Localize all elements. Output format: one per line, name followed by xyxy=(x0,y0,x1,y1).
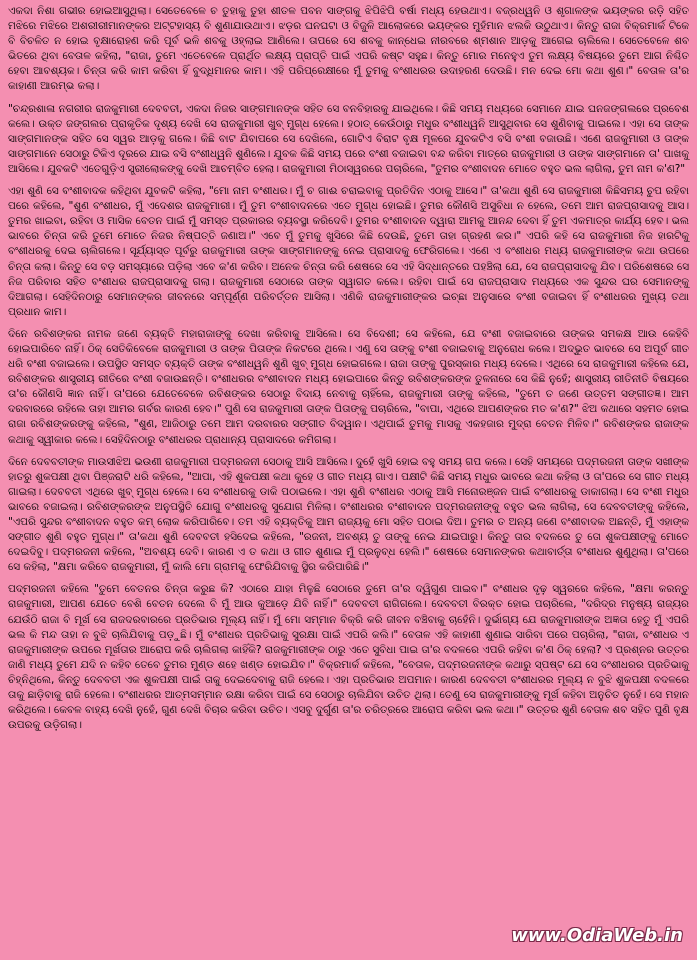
site-watermark: www.OdiaWeb.in xyxy=(511,925,683,946)
paragraph-5: ଦିନେ ଦେବବତୀଙ୍କ ମାଉସୀଝିଅ ଭଉଣୀ ରାଜକୁମାରୀ ପଦ୍ମରଜନୀ ସେଠାକୁ ଆସି ଆସିଲେ। ଦୁହେଁ ଖୁସି ହୋଇ ବହୁ ସମୟ ଗପ କଲେ। ସେହି ସମୟରେ ପଦ୍ମରଜନୀ ତାଙ୍କ ସଖୀଙ୍କ ହାତରୁ ଶୁକପକ୍ଷୀ ଥିବା ପିଞ୍ଜରାଟି ଧରି କହିଲେ, "ଆପା, ଏହି ଶୁକପକ୍ଷୀ କଥା କୁହେ ଓ ଗୀତ ମଧ୍ୟ ଗାଏ। ପକ୍ଷୀଟି କିଛି ସମୟ ମଧୁର ଭାବରେ କଥା କହିଲା ଓ ତା'ପରେ ସେ ଗୀତ ମଧ୍ୟ ଗାଇଲା। ଦେବବତୀ ଏଥିରେ ଖୁବ୍ ମୁଗ୍ଧ ହେଲେ। ସେ ବଂଶୀଧରକୁ ଡାକି ପଠାଇଲେ। ଏହା ଶୁଣି ବଂଶୀଧର ଏଠାକୁ ଆସି ମନୋରଞ୍ଜନ ପାଇଁ ବଂଶୀଧରକୁ ଡାକାଗଲା। ସେ ବଂଶୀ ମଧୁର ଭାବରେ ବଜାଇଲା। ରବିଶଙ୍କରଙ୍କ ଅନୁପସ୍ଥିତି ଯୋଗୁ ବଂଶୀଧରକୁ ସୁଯୋଗ ମିଳିଲା। ବଂଶୀଧରର ବଂଶୀବାଦନ ପଦ୍ମରଜନୀଙ୍କୁ ବହୁତ ଭଲ ଲାଗିଲା, ସେ ଦେବବତୀଙ୍କୁ କହିଲେ, "ଏପରି ସୁନ୍ଦର ବଂଶୀବାଦନ ବହୁତ କମ୍ ଲୋକ କରିପାରିବେ। ତମ ଏହି ବ୍ୟକ୍ତିକୁ ଆମ ରାଜ୍ୟକୁ ମୋ ସହିତ ପଠାଇ ଦିଅ। ତୁମର ତ ଅନ୍ୟ ଜଣେ ବଂଶୀବାଦକ ଅଛନ୍ତି, ମୁଁ ଏହାଙ୍କ ସଙ୍ଗୀତ ଶୁଣି ବହୁତ ମୁଗ୍ଧ।" ତା'କଥା ଶୁଣି ଦେବବତୀ ହସିଦେଇ କହିଲେ, "ରଜନୀ, ଅବଶ୍ୟ ତୁ ତାଙ୍କୁ ନେଇ ଯାଇପାରୁ। କିନ୍ତୁ ତାର ବଦଳରେ ତୁ ତୋ ଶୁକପକ୍ଷୀଙ୍କୁ ମୋତେ ଦେଇଦିବୁ। ପଦ୍ମରଜନୀ କହିଲେ, "ଅବଶ୍ୟ ଦେବି। କାରଣ ଏ ତ କଥା ଓ ଗୀତ ଶୁଣାଇ ମୁଁ ପ୍ରଳୁବ୍ଧ ହେଲି।" ଶେଷରେ ସେମାନଙ୍କର କଥାବାର୍ତ୍ତା ବଂଶୀଧର ଶୁଣୁଥିଲା। ତା'ପରେ ସେ କହିଲା, "କ୍ଷମା କରିବେ ରାଜକୁମାରୀ, ମୁଁ କାଲି ମୋ ଗ୍ରାମକୁ ଫେରିଯିବାକୁ ସ୍ଥିର କରିପାରିଛି।" xyxy=(8,455,689,574)
paragraph-3: ଏହା ଶୁଣି ସେ ବଂଶୀବାଦକ କହିଥିବା ଯୁବକଟି କହିଲା, "ମୋ ନାମ ବଂଶୀଧର। ମୁଁ ଚ ଗାଈ ଚରାଇବାକୁ ପ୍ରତିଦିନ ଏଠାକୁ ଆସେ।" ତା'କଥା ଶୁଣି ସେ ରାଜକୁମାରୀ କିଛିସମୟ ଚୁପ ରହିବା ପରେ କହିଲେ, "ଶୁଣ ବଂଶୀଧର, ମୁଁ ଏଦେଶର ରାଜକୁମାରୀ। ମୁଁ ତୁମ ବଂଶୀବାଦନରେ ଏତେ ମୁଗ୍ଧ ହୋଇଛି। ତୁମର କୌଣସି ଅସୁବିଧା ନ ହେଲେ, ତମେ ଆମ ରାଜପ୍ରାସାଦକୁ ଆସ। ତୁମର ଖାଇବା, ରହିବା ଓ ମାସିକ ବେତନ ପାଇଁ ମୁଁ ସମସ୍ତ ପ୍ରକାରର ବ୍ୟବସ୍ଥା କରିଦେବି। ତୁମର ବଂଶୀବାଦନ ଦ୍ୱାରା ଆମକୁ ଆନନ୍ଦ ଦେବା ହିଁ ତୁମ ଏକମାତ୍ର କାର୍ଯ୍ୟ ହେବ। ଭଲ ଭାବରେ ଚିନ୍ତା କରି ତୁମେ ମୋତେ ନିଜର ନିଷ୍ପତ୍ତି ଜଣାଅ।" ଏବେ ମୁଁ ତୁମକୁ ଖୁସିରେ କିଛି ଦେଉଛି, ତୁମେ ତାହା ଗ୍ରହଣ କର।" ଏପରି କହି ସେ ରାଜକୁମାରୀ ନିଜ ହାରଟିକୁ ବଂଶୀଧରକୁ ଦେଇ ଚାଲିଗଲେ। ସୂର୍ଯ୍ୟାସ୍ତ ପୂର୍ବରୁ ରାଜକୁମାରୀ ତାଙ୍କ ସାଙ୍ଗମାନଙ୍କୁ ନେଇ ପ୍ରାସାଦକୁ ଫେରିଗଲେ। ଏଣେ ଏ ବଂଶୀଧର ମଧ୍ୟ ରାଜକୁମାରୀଙ୍କ କଥା ଉପରେ ଚିନ୍ତା କଲା। କିନ୍ତୁ ସେ ବଡ଼ ସମସ୍ୟାରେ ପଡ଼ିଲା ଏବେ କ'ଣ କରିବ। ଅନେକ ଚିନ୍ତା କରି ଶେଷରେ ସେ ଏହି ସିଦ୍ଧାନ୍ତରେ ପହଞ୍ଚିଲା ଯେ, ସେ ରାଜପ୍ରାସାଦକୁ ଯିବ। ପରିଶେଷରେ ସେ ନିଜ ପରିବାର ସହିତ ବଂଶୀଧର ରାଜପ୍ରାସାଦକୁ ଗଲା। ରାଜକୁମାରୀ ସେଠାରେ ତାଙ୍କ ସ୍ୱାଗତ କଲେ। ରହିବା ପାଇଁ ସେ ରାଜପ୍ରାସାଦ ମଧ୍ୟରେ ଏକ ସୁନ୍ଦର ଘର ସେମାନଙ୍କୁ ଦିଆଗଲା। ସେହିଦିନଠାରୁ ସେମାନଙ୍କର ଜୀବନରେ ସମ୍ପୂର୍ଣ୍ଣ ପରିବର୍ତ୍ତନ ଆସିଲା। ଏଣିକି ରାଜକୁମାରୀଙ୍କର ଇଚ୍ଛା ଅନୁସାରେ ବଂଶୀ ବଜାଇବା ହିଁ ବଂଶୀଧରର ମୁଖ୍ୟ ତଥା ପ୍ରଧାନ କାମ। xyxy=(8,185,689,318)
paragraph-1: ଏକଦା ନିଶା ଗଭୀର ହୋଇଆସୁଥିଲା। ସେତେବେଳେ ଚ ତୁହାକୁ ତୁହା ଶୀତଳ ପବନ ସାଙ୍ଗକୁ ଝିପିଝିପି ବର୍ଷା ମଧ୍ୟ ହେଉଥାଏ। ବଜ୍ରଧ୍ୱନି ଓ ଶୃଗାଳଙ୍କ ଭୟଙ୍କର ରଡ଼ି ସହିତ ମଝିରେ ମଝିରେ ଅଶରୀରୀମାନଙ୍କର ଅଟ୍ଟହାସ୍ୟ ବି ଶୁଣାଯାଉଥାଏ। ଝଡ଼ର ଘନଘଟା ଓ ବିଜୁଳି ଆଲୋକରେ ଭୟଙ୍କର ମୁହଁମାନ ଝଲକି ଉଠୁଥାଏ। କିନ୍ତୁ ରାଜା ବିକ୍ରମାର୍କ ଟିକେ ବି ବିଚଳିତ ନ ହୋଇ ବୃକ୍ଷାରୋହଣ କରି ପୂର୍ବ ଭଳି ଶବକୁ ଓହ୍ଲାଇ ଆଣିଲେ। ତାପରେ ସେ ଶବକୁ କାନ୍ଧେଇ ନୀରବରେ ଶ୍ମଶାନ ଆଡ଼କୁ ଆଗେଇ ଚାଲିଲେ। ସେତେବେଳେ ଶବ ଭିତରେ ଥିବା ବେତାଳ କହିଲା, "ରାଜା, ତୁମେ ଏତେବେଳେ ପ୍ରାର୍ଥିତ ଲକ୍ଷ୍ୟ ପ୍ରାପ୍ତି ପାଇଁ ଏପରି କଷ୍ଟ ସହୁଛ। କିନ୍ତୁ ମୋର ମନେହୁଏ ତୁମ ଲକ୍ଷ୍ୟ ବିଷୟରେ ତୁମେ ଆଗ ନିଶ୍ଚିତ ହେବା ଆବଶ୍ୟକ। ଚିନ୍ତା କରି କାମ କରିବା ହିଁ ବୁଦ୍ଧିମାନର କାମ। ଏହି ପରିପ୍ରେକ୍ଷୀରେ ମୁଁ ତୁମକୁ ବଂଶୀଧରର ଉଦାହରଣ ଦେଉଛି। ମନ ଦେଇ ମୋ କଥା ଶୁଣ।" ବେତାଳ ତା'ର କାହାଣୀ ଆରମ୍ଭ କଲା। xyxy=(8,5,689,93)
paragraph-6: ପଦ୍ମରଜନୀ କହିଲେ "ତୁମେ ବେତନର ଚିନ୍ତା କରୁଛ କି? ଏଠାରେ ଯାହା ମିଳୁଛି ସେଠାରେ ତୁମେ ତା'ର ଦ୍ୱିଗୁଣ ପାଇବ।" ବଂଶୀଧର ଦୃଢ଼ ସ୍ୱରରେ କହିଲେ, "କ୍ଷମା କରନ୍ତୁ ରାଜକୁମାରୀ, ଆପଣ ଯେତେ ବେଶି ବେତନ ଦେଲେ ବି ମୁଁ ଆଉ କୁଆଡ଼େ ଯିବି ନାହିଁ।" ଦେବବତୀ ରାଗିଗଲେ। ଦେବବତୀ ବିରକ୍ତ ହୋଇ ପଚାରିଲେ, "ଦରିଦ୍ର ମନୁଷ୍ୟ ରାଜ୍ୟର ଯେଉଁଠି ରାଜା ବି ମୂର୍ଖ ସେ ରାଜଦରବାରରେ ପ୍ରତିଭାର ମୂଲ୍ୟ ନାହିଁ। ମୁଁ ମୋ ସମ୍ମାନ ବିକ୍ରି କରି ଜୀବନ ବଞ୍ଚିବାକୁ ଚାହେଁନି। ଦୁର୍ଭାଗ୍ୟ ଯେ ରାଜକୁମାରୀଙ୍କ ଅଜ୍ଞତା ହେତୁ ମୁଁ ଏପରି ଭଲ କି ମନ୍ଦ ତାହା ନ ବୁଝି ଚାଲିଯିବାକୁ ପଡ଼ୁଛି। ମୁଁ ବଂଶୀଧର ପ୍ରତିଭାକୁ ସୁରକ୍ଷା ପାଇଁ ଏପରି କଲି।" ବେତାଳ ଏହି କାହାଣୀ ଶୁଣାଇ ସାରିବା ପରେ ପଚାରିଲା, "ରାଜା, ବଂଶୀଧର ଏ ରାଜକୁମାରୀଙ୍କ ଉପରେ ମୂର୍ଖତାର ଆରୋପ କରି ଚାଲିଗଲା କାହିଁକି? ରାଜକୁମାରୀଙ୍କ ଠାରୁ ଏତେ ସୁବିଧା ପାଇ ତା'ର ବଦଳରେ ଏପରି କହିବା କ'ଣ ଠିକ୍ ହେଲା? ଏ ପ୍ରଶ୍ନର ଉତ୍ତର ଜାଣି ମଧ୍ୟ ତୁମେ ଯଦି ନ କହିବ ତେବେ ତୁମର ମୁଣ୍ଡ ଶହେ ଖଣ୍ଡ ହୋଇଯିବ।" ବିକ୍ରମାର୍କ କହିଲେ, "ବେତାଳ, ପଦ୍ମରଜନୀଙ୍କ କଥାରୁ ସ୍ପଷ୍ଟ ଯେ ସେ ବଂଶୀଧରର ପ୍ରତିଭାକୁ ଚିହ୍ନିଥିଲେ, କିନ୍ତୁ ଦେବବତୀ ଏକ ଶୁକପକ୍ଷୀ ପାଇଁ ତାକୁ ଦେଇଦେବାକୁ ରାଜି ହେଲେ। ଏହା ପ୍ରତିଭାର ଅପମାନ। କାରଣ ଦେବବତୀ ବଂଶୀଧରର ମୂଲ୍ୟ ନ ବୁଝି ଶୁକପକ୍ଷୀ ବଦଳରେ ତାକୁ ଛାଡ଼ିବାକୁ ରାଜି ହେଲେ। ବଂଶୀଧରର ଆତ୍ମସମ୍ମାନ ରକ୍ଷା କରିବା ପାଇଁ ସେ ସେଠାରୁ ଚାଲିଯିବା ଉଚିତ ଥିଲା। ତେଣୁ ସେ ରାଜକୁମାରୀଙ୍କୁ ମୂର୍ଖ କହିବା ଅନୁଚିତ ନୁହେଁ। ସେ ମହାନ କରିଥିଲେ। କେବଳ ବାହ୍ୟ ଦେଖି ନୁହେଁ, ଗୁଣ ଦେଖି ବିଚାର କରିବା ଉଚିତ। ଏସବୁ ଦୁର୍ଗୁଣ ତା'ର ଚରିତ୍ରରେ ଆରୋପ କରିବା ଭଲ କଥା।" ଉତ୍ତର ଶୁଣି ବେତାଳ ଶବ ସହିତ ପୁଣି ବୃକ୍ଷ ଉପରକୁ ଉଡ଼ିଗଲା। xyxy=(8,583,689,732)
paragraph-2: "ଚନ୍ଦ୍ରଶାଳା ନଗରୀର ରାଜକୁମାରୀ ଦେବବତୀ, ଏକଦା ନିଜର ସାଙ୍ଗମାନଙ୍କ ସହିତ ସେ ବନବିହାରକୁ ଯାଇଥିଲେ। କିଛି ସମୟ ମଧ୍ୟରେ ସେମାନେ ଯାଇ ଘନଜଙ୍ଗଲରେ ପ୍ରବେଶ କଲେ। ଉକ୍ତ ଜଙ୍ଗଲର ପ୍ରାକୃତିକ ଦୃଶ୍ୟ ଦେଖି ସେ ରାଜକୁମାରୀ ଖୁବ୍ ମୁଗ୍ଧ ହେଲେ। ହଠାତ୍ କେଉଁଠାରୁ ମଧୁର ବଂଶୀଧ୍ୱନି ଆସୁଥିବାର ସେ ଶୁଣିବାକୁ ପାଇଲେ। ଏହା ସେ ତାଙ୍କ ସାଙ୍ଗମାନଙ୍କ ସହିତ ସେ ସ୍ୱର ଆଡ଼କୁ ଗଲେ। କିଛି ବାଟ ଯିବାପରେ ସେ ଦେଖିଲେ, ଗୋଟିଏ ବିରାଟ ବୃକ୍ଷ ମୂଳରେ ଯୁବକଟିଏ ବସି ବଂଶୀ ବଜାଉଛି। ଏଣେ ରାଜକୁମାରୀ ଓ ତାଙ୍କ ସାଙ୍ଗମାନେ ସେଠାରୁ ଟିକିଏ ଦୂରରେ ଯାଇ ବସି ବଂଶୀଧ୍ୱନି ଶୁଣିଲେ। ଯୁବକ କିଛି ସମୟ ପରେ ବଂଶୀ ବଜାଇବା ବନ୍ଦ କରିବା ମାତ୍ରେ ରାଜକୁମାରୀ ଓ ତାଙ୍କ ସାଙ୍ଗମାନେ ତା' ପାଖକୁ ଆସିଲେ। ଯୁବକଟି ଏତେଗୁଡ଼ିଏ ସ୍ତ୍ରୀଲୋକଙ୍କୁ ଦେଖି ଆଚମ୍ବିତ ହେଲା। ରାଜକୁମାରୀ ମିଠାସ୍ୱରରେ ପଚାରିଲେ, "ତୁମର ବଂଶୀବାଦନ ମୋତେ ବହୁତ ଭଲ ଲାଗିଲା, ତୁମ ନାମ କ'ଣ?" xyxy=(8,102,689,175)
paragraph-4: ଦିନେ ରବିଶଙ୍କର ନାମକ ଜଣେ ବ୍ୟକ୍ତି ମହାରାଜାଙ୍କୁ ଦେଖା କରିବାକୁ ଆସିଲେ। ସେ ବିଦେଶୀ; ସେ କହିଲେ, ଯେ ବଂଶୀ ବଜାଇବାରେ ତାଙ୍କର ସମକକ୍ଷ ଆଉ କେହିବି ହୋଇପାରିବେ ନାହିଁ। ଠିକ୍ ସେତିକିବେଳେ ରାଜକୁମାରୀ ଓ ତାଙ୍କ ପିତାଙ୍କ ନିକଟରେ ଥିଲେ। ଏଣୁ ସେ ତାଙ୍କୁ ବଂଶୀ ବଜାଇବାକୁ ଅନୁରୋଧ କଲେ। ଅଦ୍ଭୁତ ଭାବରେ ସେ ଅପୂର୍ବ ଗୀତ ଧରି ବଂଶୀ ବଜାଇଲେ। ଉପସ୍ଥିତ ସମସ୍ତ ବ୍ୟକ୍ତି ତାଙ୍କ ବଂଶୀଧ୍ୱନି ଶୁଣି ଖୁବ୍ ମୁଗ୍ଧ ହୋଇଗଲେ। ରାଜା ତାଙ୍କୁ ପୁରସ୍କାର ମଧ୍ୟ ଦେଲେ। ଏଥିରେ ସେ ରାଜକୁମାରୀ କହିଲେ ଯେ, ରବିଶଙ୍କର ଶାସ୍ତ୍ରୀୟ ରୀତିରେ ବଂଶୀ ବଜାଉଛନ୍ତି। ବଂଶୀଧରର ବଂଶୀବାଦନ ମଧ୍ୟ ହୋଇପାରେ କିନ୍ତୁ ରବିଶଙ୍କରଙ୍କ ତୁଳନାରେ ସେ କିଛି ନୁହେଁ; ଶାସ୍ତ୍ରୀୟ ରୀତିନୀତି ବିଷୟରେ ତା'ର କୌଣସି ଜ୍ଞାନ ନାହିଁ। ତା'ପରେ ଯେତେବେଳେ ରବିଶଙ୍କର ସେଠାରୁ ବିଦାୟ ନେବାକୁ ଚାହିଁଲେ, ରାଜକୁମାରୀ ତାଙ୍କୁ କହିଲେ, "ତୁମେ ତ ଜଣେ ଉତ୍ତମ ସଙ୍ଗୀତଜ୍ଞ। ଆମ ଦରବାରରେ ରହିଲେ ତାହା ଆମର ଗର୍ବର କାରଣ ହେବ।" ପୁଣି ସେ ରାଜକୁମାରୀ ତାଙ୍କ ପିତାଙ୍କୁ ପଚାରିଲେ, "ବାପା, ଏଥିରେ ଆପଣଙ୍କର ମତ କ'ଣ?" ଝିଅ କଥାରେ ସହମତ ହୋଇ ରାଜା ରବିଶଙ୍କରଙ୍କୁ କହିଲେ, "ଶୁଣ, ଆଜିଠାରୁ ତମେ ଆମ ଦରବାରର ସଙ୍ଗୀତ ବିଦ୍ୱାନ। ଏଥିପାଇଁ ତୁମକୁ ମାସକୁ ଏକହଜାର ମୁଦ୍ରା ବେତନ ମିଳିବ।" ରବିଶଙ୍କର ରାଜାଙ୍କ କଥାକୁ ସ୍ୱୀକାର କଲେ। ସେହିଦିନଠାରୁ ବଂଶୀଧରର ପ୍ରାଧାନ୍ୟ ପ୍ରାସାଦରେ କମିଗଲା। xyxy=(8,327,689,446)
